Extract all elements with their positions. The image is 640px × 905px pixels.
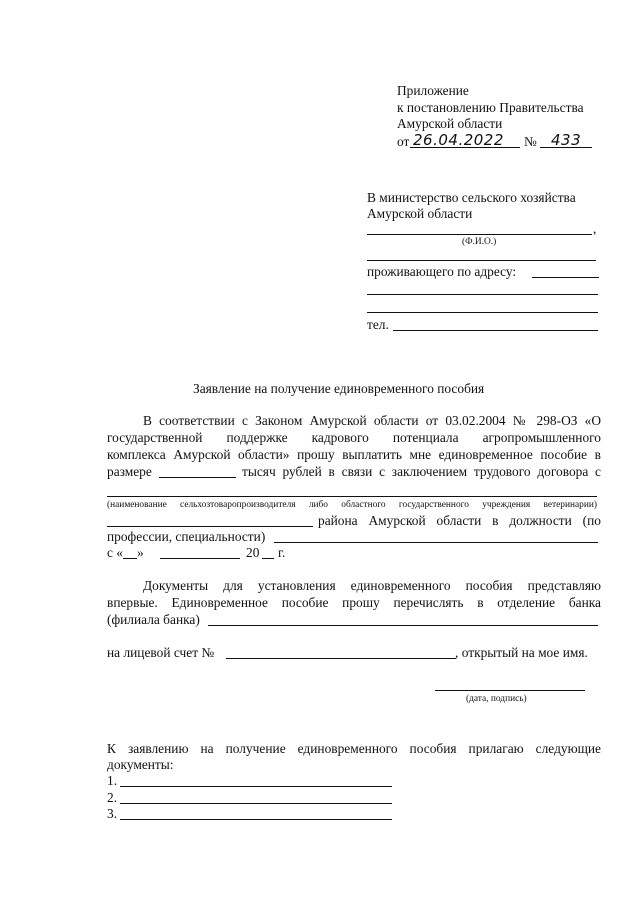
amount-label: размере — [107, 464, 152, 479]
district-text: района Амурской области в должности (по — [318, 513, 601, 528]
address-line-1 — [367, 294, 598, 295]
residing-label: проживающего по адресу: — [367, 264, 517, 279]
appendix-title: Приложение — [397, 83, 469, 98]
number-underline — [540, 147, 592, 148]
attachment-item-3: 3. — [107, 806, 118, 821]
date-underline — [410, 147, 520, 148]
attachments-line-2: документы: — [107, 757, 174, 772]
account-label: на лицевой счет № — [107, 645, 215, 660]
addressee-ministry: В министерство сельского хозяйства — [367, 190, 576, 205]
profession-text: профессии, специальности) — [107, 529, 266, 544]
amount-text: тысяч рублей в связи с заключением трудового договора с — [242, 464, 601, 479]
account-line — [226, 658, 456, 659]
since-close: » — [137, 545, 144, 560]
amount-line — [159, 477, 236, 478]
bank-branch-label: (филиала банка) — [107, 612, 200, 627]
employer-line — [107, 496, 597, 497]
appendix-region: Амурской области — [397, 116, 503, 131]
fio-line-2 — [367, 260, 596, 261]
signature-hint: (дата, подпись) — [466, 694, 527, 704]
fio-comma: , — [593, 221, 597, 236]
attachment-item-1: 1. — [107, 773, 118, 788]
since-year-prefix: 20 — [246, 545, 260, 560]
since-year-suffix: г. — [278, 545, 286, 560]
attachment-item-2: 2. — [107, 790, 118, 805]
body-line-3: комплекса Амурской области» прошу выплатить мне единовременное пособие в — [107, 447, 601, 462]
attachment-line-1 — [120, 786, 392, 787]
profession-line — [274, 542, 598, 543]
docs-line-2: впервые. Единовременное пособие прошу перечислять в отделение банка — [107, 595, 601, 610]
appendix-number-label: № — [524, 134, 537, 149]
appendix-date-prefix: от — [397, 134, 410, 149]
phone-line — [393, 330, 598, 331]
attachment-line-2 — [120, 803, 392, 804]
fio-hint: (Ф.И.О.) — [462, 237, 497, 247]
signature-line — [435, 690, 585, 691]
since-open: с « — [107, 545, 123, 560]
phone-label: тел. — [367, 317, 389, 332]
body-line-1: В соответствии с Законом Амурской области от 03.02.2004 № 298-ОЗ «О — [143, 413, 601, 428]
residing-line — [532, 277, 599, 278]
bank-branch-line — [208, 625, 598, 626]
addressee-region: Амурской области — [367, 206, 473, 221]
document-title: Заявление на получение единовременного пособия — [193, 381, 485, 396]
employer-hint: (наименование сельхозтоваропроизводителя либо областного государственного учреждения ветеринарии) — [107, 500, 597, 510]
appendix-number: 433 — [551, 131, 582, 149]
appendix-decree: к постановлению Правительства — [397, 100, 584, 115]
fio-line — [367, 234, 592, 235]
docs-line-1: Документы для установления единовременного пособия представляю — [143, 578, 601, 593]
account-suffix: , открытый на мое имя. — [455, 645, 588, 660]
since-month-line — [160, 558, 240, 559]
district-line — [107, 526, 313, 527]
address-line-2 — [367, 312, 598, 313]
attachment-line-3 — [120, 819, 392, 820]
appendix-date: 26.04.2022 — [413, 131, 504, 149]
attachments-line-1: К заявлению на получение единовременного пособия прилагаю следующие — [107, 741, 601, 756]
body-line-2: государственной поддержке кадрового потенциала агропромышленного — [107, 430, 601, 445]
since-year-line — [262, 558, 274, 559]
since-day-line — [123, 558, 137, 559]
